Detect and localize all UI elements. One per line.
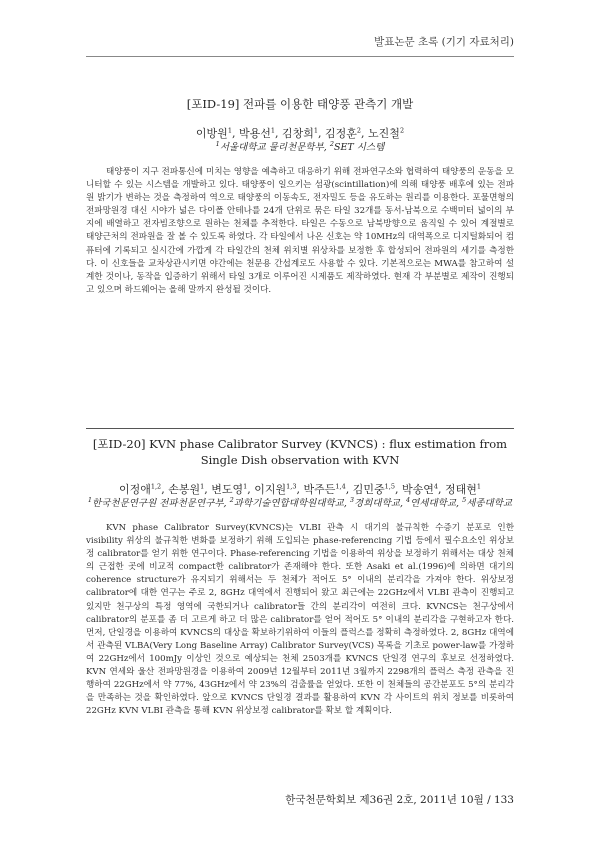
paper-2-affiliations: $^1$한국천문연구원 전파천문연구부, $^2$과학기술연합대학원대학교, $^3$경희대학교, $^4$연세대학교, $^5$세종대학교: [87, 495, 513, 509]
affiliation: $^4$연세대학교: [405, 495, 457, 509]
author-name: 박주든$^{1,4}$: [303, 482, 346, 496]
author-name: 이정애$^{1,2}$: [118, 482, 162, 496]
author-name: 변도영$^1$: [211, 482, 248, 496]
author-name: 정태현$^1$: [445, 482, 482, 496]
paper-2-title: [포ID-20] KVN phase Calibrator Survey (KVNCS) : flux estimation from Single Dish observation with KVN: [92, 437, 508, 467]
paper-1-authors: 이방원$^1$, 박용선$^1$, 김창희$^1$, 김정훈$^2$, 노진철$^2$: [195, 126, 405, 140]
page-footer: 한국천문학회보 제36권 2호, 2011년 10월 / 133: [285, 794, 514, 806]
paper-2-abstract: KVN phase Calibrator Survey(KVNCS)는 VLBI 관측 시 대기의 불규칙한 수증기 분포로 인한 visibility 위상의 불규칙한 변화를 보정하기 위해 도입되는 phase-referencing 기법 등에서 필수요소인 위상보정 calibrator를 얻기 위한 연구이다. Phase-referencing 기법을 이용하여 위상을 보정하기 위해서는 대상 천체의 근접한 곳에 비교적 compact한 calibrator가 존재해야 한다. 또한 Asaki et al.(1996)에 의하면 대기의 coherence structure가 유지되기 위해서는 두 천체가 적어도 5° 이내의 분리각을 가져야 한다. 위상보정 calibrator에 대한 연구는 주로 2, 8GHz 대역에서 진행되어 왔고 최근에는 22GHz에서 VLBI 관측이 진행되고 있지만 천구상의 특정 영역에 국한되거나 calibrator들 간의 분리각이 여전히 크다. KVNCS는 천구상에서 calibrator의 분포를 좀 더 고르게 하고 더 많은 calibrator를 얻어 적어도 5° 이내의 분리각을 구현하고자 한다. 먼저, 단일경을 이용하여 KVNCS의 대상을 확보하기위하여 이들의 플럭스를 정확히 측정하였다. 2, 8GHz 대역에서 관측된 VLBA(Very Long Baseline Array) Calibrator Survey(VCS) 목록을 기초로 power-law를 가정하여 22GHz에서 100mJy 이상인 것으로 예상되는 천체 2503개를 KVNCS 단일경 연구의 후보로 선정하였다. KVN 연세와 울산 전파망원경을 이용하여 2009년 12월부터 2011년 3월까지 2298개의 플럭스 측정 관측을 진행하여 22GHz에서 약 77%, 43GHz에서 약 23%의 검출률을 얻었다. 또한 이 천체들의 공간분포도 5°의 분리각을 만족하는 것을 확인하였다. 앞으로 KVNCS 단일경 결과를 활용하여 KVN 각 사이트의 위치 정보를 비롯하여 22GHz KVN VLBI 관측을 통해 KVN 위상보정 calibrator를 확보 할 계획이다.: [86, 523, 514, 717]
author-name: 김민중$^{1,5}$: [352, 482, 395, 496]
paper-1-title: [포ID-19] 전파를 이용한 태양풍 관측기 개발: [186, 97, 414, 111]
author-name: 박송연$^4$: [401, 482, 438, 496]
paper-2-authors: 이정애$^{1,2}$, 손봉원$^1$, 변도영$^1$, 이지원$^{1,3}$, 박주든$^{1,4}$, 김민중$^{1,5}$, 박송연$^4$, 정태현$^1$: [118, 482, 482, 496]
author-name: 손봉원$^1$: [168, 482, 205, 496]
affiliation: $^3$경희대학교: [349, 495, 400, 509]
affiliation: $^1$한국천문연구원 전파천문연구부: [87, 495, 224, 509]
affiliation: $^1$서울대학교 물리천문학부: [215, 139, 324, 153]
section-divider: [86, 428, 514, 429]
paper-2: [86, 436, 514, 718]
affiliation: $^2$과학기술연합대학원대학교: [229, 495, 344, 509]
author-name: 노진철$^2$: [368, 126, 405, 140]
affiliation: $^5$세종대학교: [462, 495, 513, 509]
running-header: 발표논문 초록 (기기 자료처리): [86, 34, 514, 57]
paper-1: [86, 96, 514, 297]
paper-1-abstract: 태양풍이 지구 전파통신에 미치는 영향을 예측하고 대응하기 위해 전파연구소와 협력하여 태양풍의 운동을 모니터할 수 있는 시스템을 개발하고 있다. 태양풍이 일으키는 섬광(scintillation)에 의해 태양풍 배후에 있는 전파원 밝기가 변하는 것을 측정하여 역으로 태양풍의 이동속도, 전자밀도 등을 유도하는 원리를 이용한다. 포물면형의 전파망원경 대신 시야가 넓은 다이폴 안테나를 24개 단위로 묶은 타일 32개를 동서-남북으로 수백미터 넓이의 부지에 배열하고 전자빔조향으로 원하는 천체를 추적한다. 타일은 수동으로 남북방향으로 움직일 수 있어 계절별로 태양근처의 전파원을 잘 볼 수 있도록 하였다. 각 타일에서 나온 신호는 약 10MHz의 대역폭으로 디지털화되어 컴퓨터에 기록되고 실시간에 가깝게 각 타일간의 천체 위치별 위상차를 보정한 후 합성되어 전파원의 세기를 측정한다. 이 신호들을 교차상관시키면 야간에는 천문용 간섭계로도 사용할 수 있다. 기본적으로는 MWA를 참고하여 설계한 것이나, 동작을 입증하기 위해서 타일 3개로 이루어진 시제품도 제작하였다. 현재 각 부분별로 제작이 진행되고 있으며 하드웨어는 올해 말까지 완성될 것이다.: [86, 167, 514, 295]
affiliation: $^2$SET 시스템: [329, 139, 385, 153]
author-name: 이지원$^{1,3}$: [254, 482, 297, 496]
author-name: 박용선$^1$: [238, 126, 275, 140]
author-name: 김정훈$^2$: [325, 126, 362, 140]
paper-1-affiliations: $^1$서울대학교 물리천문학부, $^2$SET 시스템: [215, 139, 385, 153]
author-name: 이방원$^1$: [195, 126, 232, 140]
author-name: 김창희$^1$: [281, 126, 319, 140]
